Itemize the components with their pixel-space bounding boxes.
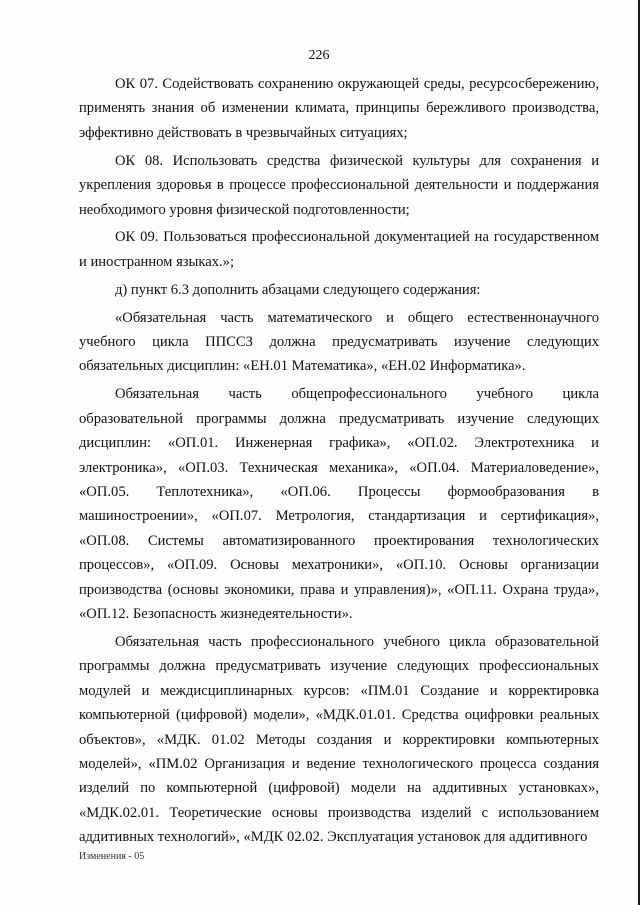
paragraph-prof-cycle: Обязательная часть профессионального учебного цикла образовательной программы должна предусматривать изучение следующих профессиональных модулей и междисциплинарных курсов: «ПМ.01 Создание и корректировка компьютерной (цифровой) модели», «МДК.01.01. Средства оцифровки реальных объектов», «МДК. 01.02 Методы создания и корректировки компьютерных моделей», «ПМ.02 Организация и ведение технологического процесса создания изделий по компьютерной (цифровой) модели на аддитивных установках», «МДК.02.01. Теоретические основы производства изделий с использованием аддитивных технологий», «МДК 02.02. Эксплуатация установок для аддитивного: [79, 633, 599, 846]
paragraph-item-d: д) пункт 6.3 дополнить абзацами следующего содержания:: [115, 281, 481, 298]
paragraph-ok07: ОК 07. Содействовать сохранению окружающей среды, ресурсосбережению, применять знания об изменении климата, принципы бережливого производства, эффективно действовать в чрезвычайных ситуациях;: [79, 76, 599, 141]
document-body: [79, 72, 599, 850]
paragraph-general-prof-cycle: Обязательная часть общепрофессионального учебного цикла образовательной программы должна предусматривать изучение следующих дисциплин: «ОП.01. Инженерная графика», «ОП.02. Электротехника и электроника», «ОП.03. Техническая механика», «ОП.04. Материаловедение», «ОП.05. Теплотехника», «ОП.06. Процессы формообразования в машиностроении», «ОП.07. Метрология, стандартизация и сертификация», «ОП.08. Системы автоматизированного проектирования технологических процессов», «ОП.09. Основы мехатроники», «ОП.10. Основы организации производства (основы экономики, права и управления)», «ОП.11. Охрана труда», «ОП.12. Безопасность жизнедеятельности».: [79, 386, 599, 623]
page-number: 226: [308, 48, 330, 63]
paragraph-ok08: ОК 08. Использовать средства физической культуры для сохранения и укрепления здоровья в процессе профессиональной деятельности и поддержания необходимого уровня физической подготовленности;: [79, 152, 599, 218]
footer-note: Изменения - 05: [79, 851, 145, 862]
paragraph-math-cycle: «Обязательная часть математического и общего естественнонаучного учебного цикла ППССЗ должна предусматривать изучение следующих обязательных дисциплин: «ЕН.01 Математика», «ЕН.02 Информатика».: [79, 309, 599, 375]
paragraph-ok09: ОК 09. Пользоваться профессиональной документацией на государственном и иностранном языках.»;: [79, 229, 599, 270]
